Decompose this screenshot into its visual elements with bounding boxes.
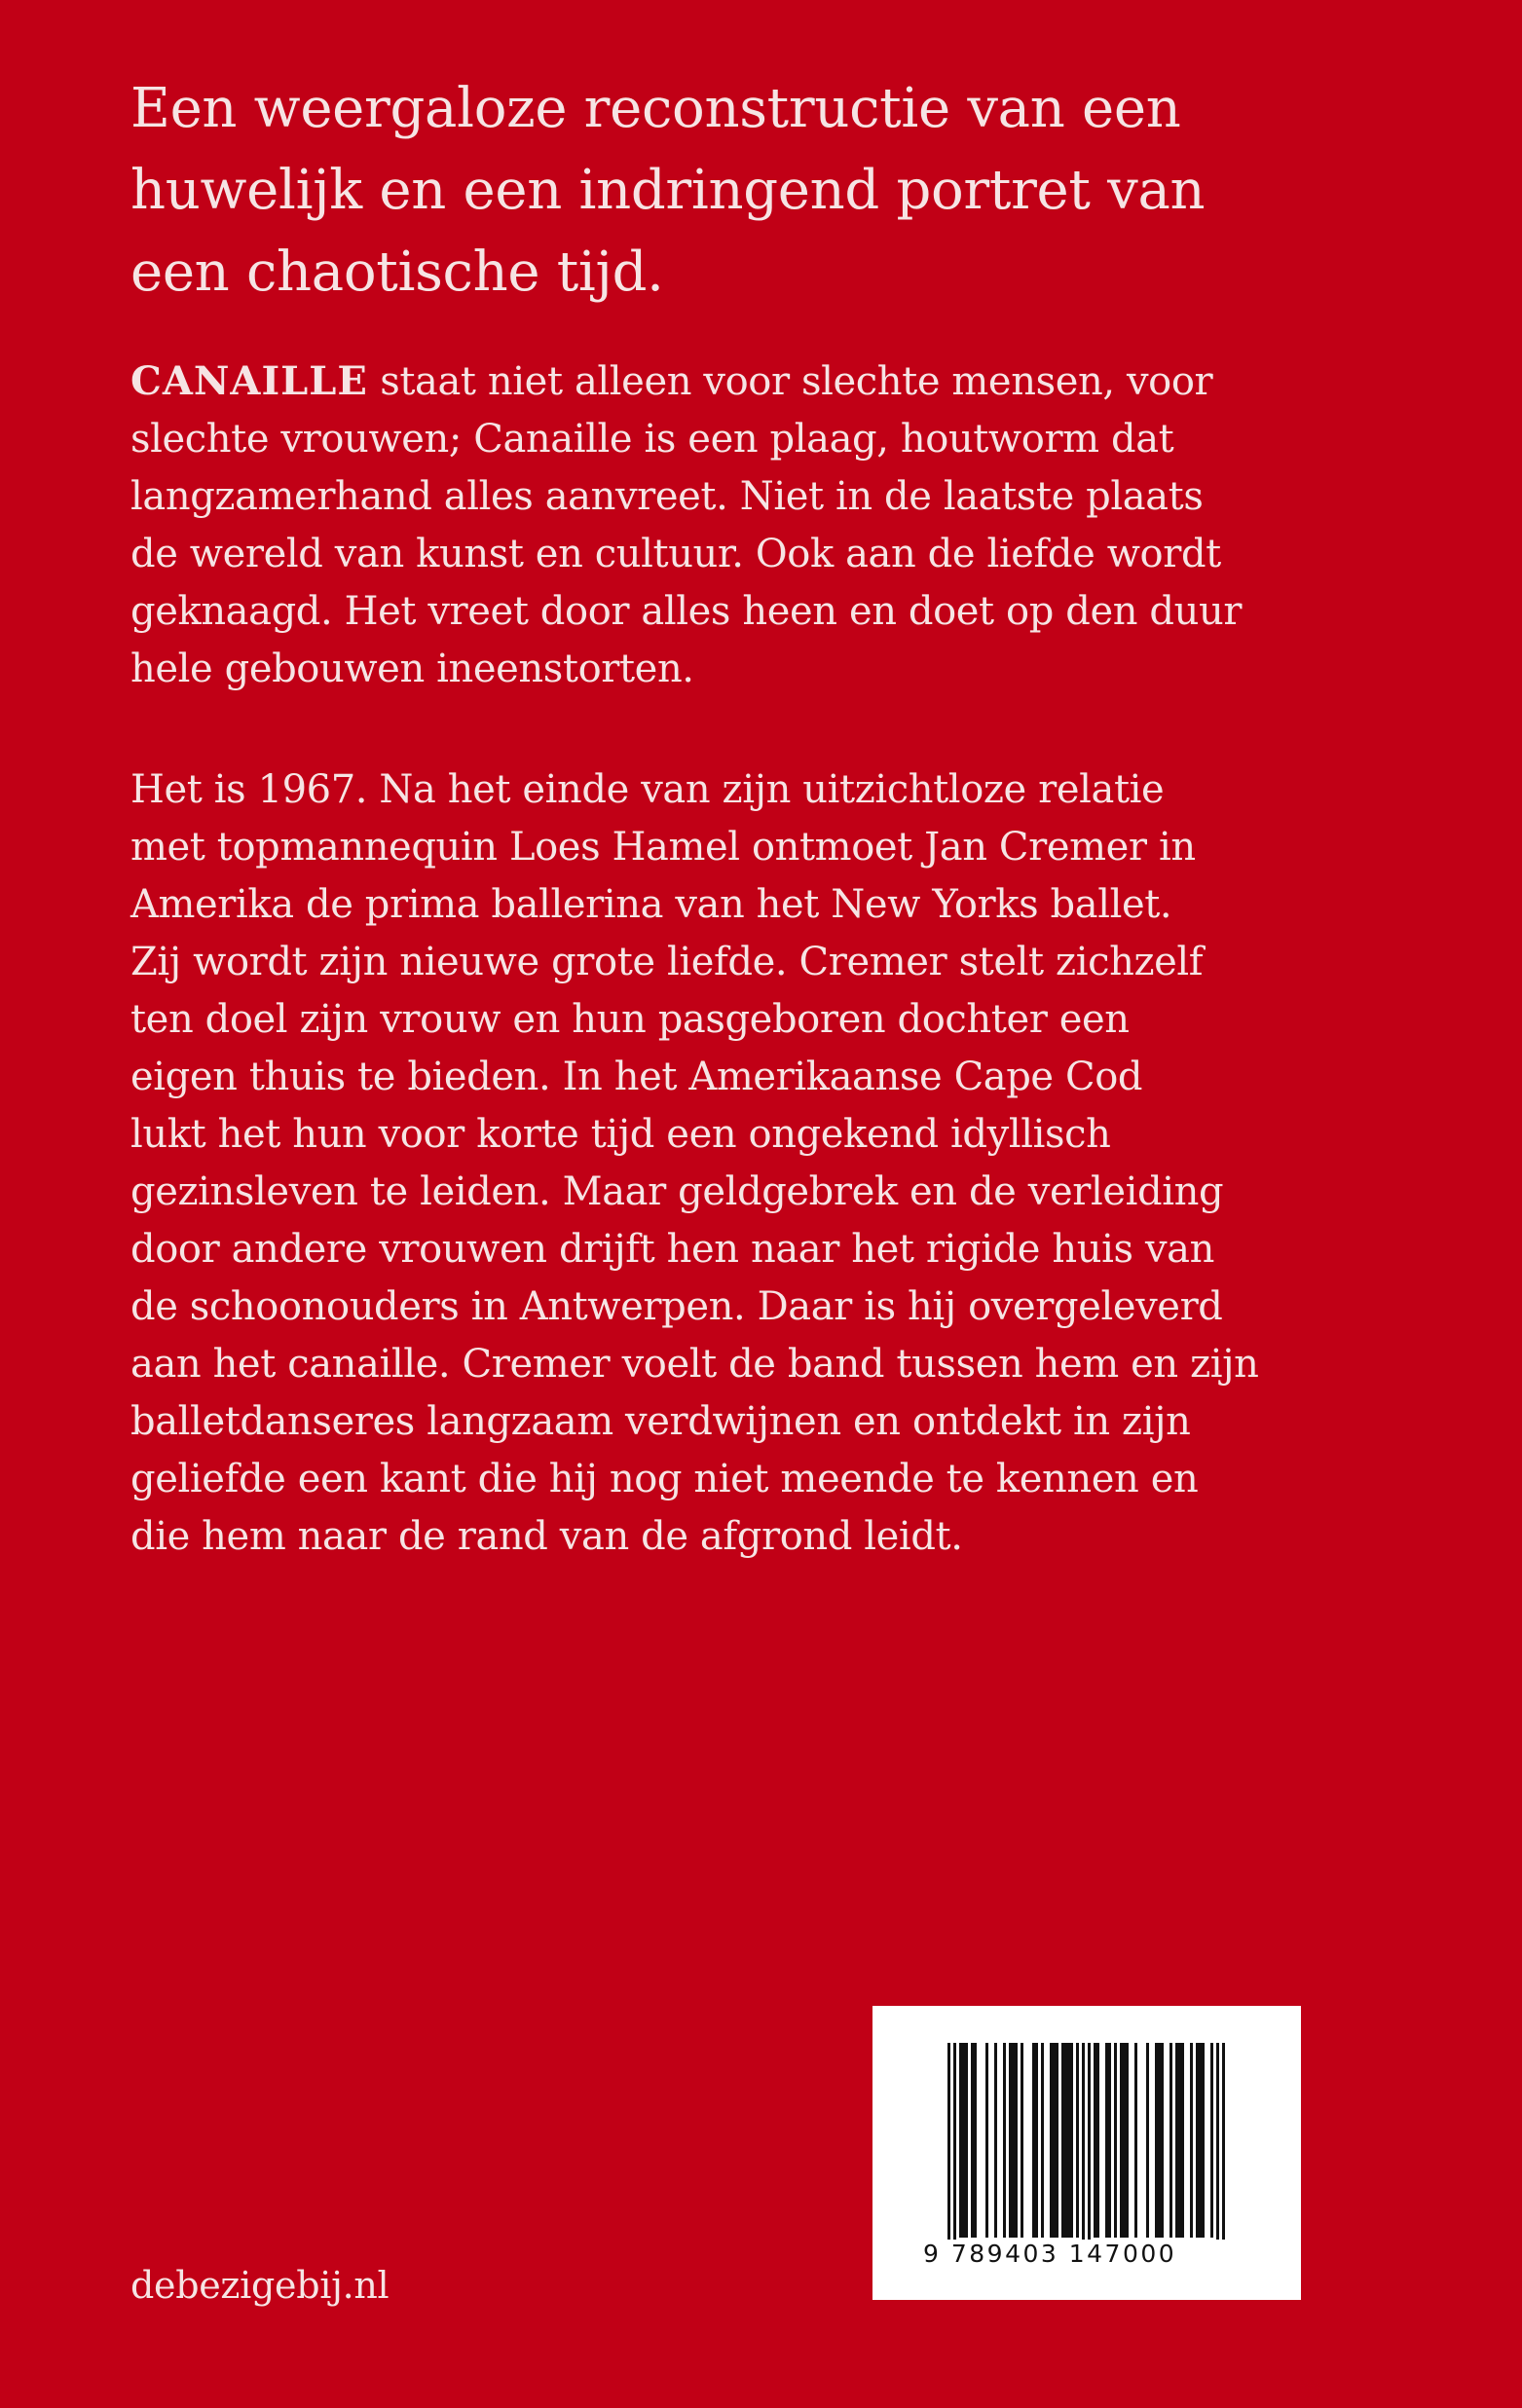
blurb-p2-line-14: die hem naar de rand van de afgrond leidt. [130,1514,963,1559]
barcode-bar-5 [985,2043,988,2238]
barcode-bar-22 [1146,2043,1149,2238]
barcode-bar-28 [1210,2043,1213,2238]
blurb-p1-line-5: geknaagd. Het vreet door alles heen en doet op den duur [130,589,1243,634]
barcode-bar-19 [1114,2043,1117,2238]
blurb-p2-line-2: met topmannequin Loes Hamel ontmoet Jan Cremer in [130,825,1196,870]
blurb-p2-line-12: balletdanseres langzaam verdwijnen en ontdekt in zijn [130,1399,1191,1444]
barcode-bar-10 [1032,2043,1038,2238]
barcode-bar-4 [971,2043,977,2238]
blurb-paragraph-2 [130,761,1396,1566]
publisher-website: debezigebij.nl [130,2264,390,2307]
barcode-bar-23 [1155,2043,1164,2238]
blurb-p2-line-11: aan het canaille. Cremer voelt de band tussen hem en zijn [130,1342,1259,1387]
blurb-p2-line-10: de schoonouders in Antwerpen. Daar is hij overgeleverd [130,1284,1223,1329]
barcode-bar-9 [1021,2043,1023,2238]
blurb-p2-line-5: ten doel zijn vrouw en hun pasgeboren dochter een [130,997,1130,1042]
barcode-bar-15 [1082,2043,1085,2255]
tagline-line-3: een chaotische tijd. [130,241,664,304]
blurb-p1-line-4: de wereld van kunst en cultuur. Ook aan de liefde wordt [130,532,1221,576]
barcode-bar-13 [1061,2043,1073,2238]
tagline-line-1: Een weergaloze reconstructie van een [130,77,1181,140]
blurb-p2-line-1: Het is 1967. Na het einde van zijn uitzichtloze relatie [130,767,1165,812]
barcode-bar-6 [994,2043,997,2238]
blurb-p1-line-6: hele gebouwen ineenstorten. [130,647,694,691]
blurb-paragraph-1 [130,352,1396,698]
isbn-digits: 9 789403 147000 [923,2240,1254,2269]
barcode-bar-25 [1175,2043,1184,2238]
barcode-bar-14 [1076,2043,1079,2238]
barcode-bar-8 [1009,2043,1018,2238]
barcode-bar-20 [1120,2043,1129,2238]
cover-tagline [130,68,1387,314]
barcode-bar-18 [1105,2043,1111,2238]
blurb-p2-line-9: door andere vrouwen drijft hen naar het rigide huis van [130,1227,1214,1272]
blurb-p2-line-6: eigen thuis te bieden. In het Amerikaanse Cape Cod [130,1055,1143,1099]
tagline-line-2: huwelijk en een indringend portret van [130,159,1206,222]
barcode-bar-16 [1088,2043,1091,2255]
book-title-smallcaps: CANAILLE [130,358,368,404]
barcode-bar-27 [1196,2043,1205,2238]
barcode-bar-29 [1216,2043,1219,2255]
barcode-bar-2 [953,2043,956,2255]
barcode-bar-3 [959,2043,968,2238]
blurb-p2-line-4: Zij wordt zijn nieuwe grote liefde. Cremer stelt zichzelf [130,940,1204,984]
barcode-bar-26 [1190,2043,1193,2238]
barcode-bar-30 [1222,2043,1225,2255]
blurb-p2-line-3: Amerika de prima ballerina van het New Yorks ballet. [130,882,1172,927]
isbn-barcode [872,2006,1301,2300]
barcode-bar-7 [1003,2043,1006,2238]
blurb-p1-line-2: slechte vrouwen; Canaille is een plaag, houtworm dat [130,417,1174,462]
barcode-bar-21 [1134,2043,1137,2238]
blurb-p1-line-1 [130,352,1396,411]
blurb-p1-line-3: langzamerhand alles aanvreet. Niet in de laatste plaats [130,474,1204,519]
blurb-p2-line-7: lukt het hun voor korte tijd een ongekend idyllisch [130,1112,1111,1157]
barcode-bar-1 [947,2043,950,2255]
barcode-bar-11 [1041,2043,1044,2238]
barcode-bar-12 [1050,2043,1058,2238]
blurb-p1-line-1-rest: staat niet alleen voor slechte mensen, voor [367,359,1213,404]
barcode-bar-24 [1169,2043,1172,2238]
blurb-p2-line-13: geliefde een kant die hij nog niet meende te kennen en [130,1457,1199,1501]
blurb-p2-line-8: gezinsleven te leiden. Maar geldgebrek en de verleiding [130,1169,1224,1214]
barcode-bar-17 [1094,2043,1099,2238]
